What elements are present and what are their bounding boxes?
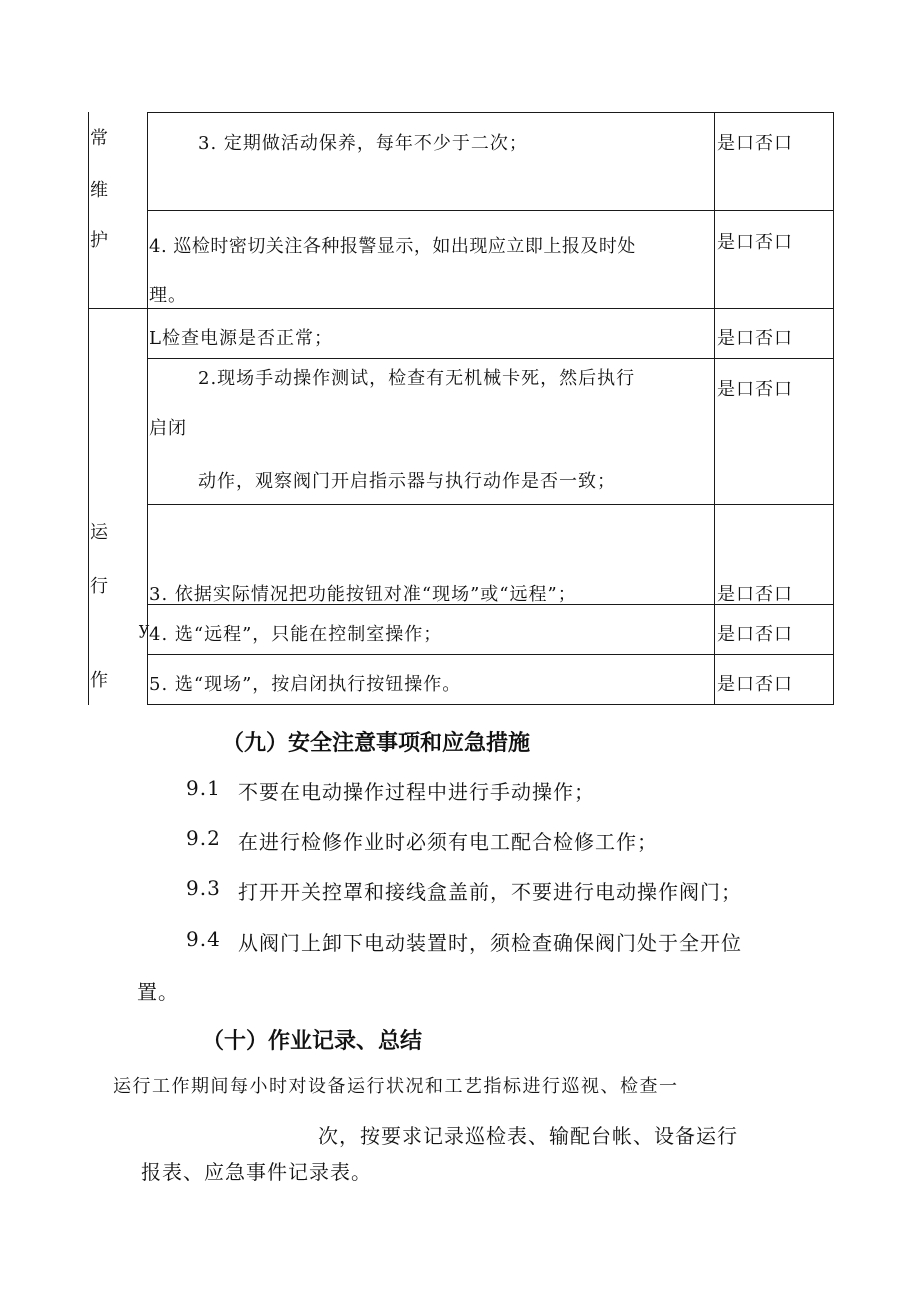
checkbox-status: 是口否口 bbox=[717, 674, 793, 695]
table-cell-text: 启闭 bbox=[149, 418, 187, 439]
table-left-rule bbox=[88, 112, 89, 705]
item-text: 在进行检修作业时必须有电工配合检修工作； bbox=[238, 830, 658, 854]
table-top-rule bbox=[147, 112, 834, 113]
table-rule-after-row3 bbox=[147, 358, 834, 359]
checkbox-status: 是口否口 bbox=[717, 584, 793, 605]
section-label-char: 常 bbox=[90, 128, 109, 149]
paragraph-line: 报表、应急事件记录表。 bbox=[141, 1160, 372, 1184]
table-bottom-rule bbox=[147, 704, 834, 705]
table-cell-text: 2.现场手动操作测试，检查有无机械卡死，然后执行 bbox=[198, 368, 636, 389]
paragraph-line: 运行工作期间每小时对设备运行状况和工艺指标进行巡视、检查一 bbox=[113, 1076, 679, 1097]
checkbox-status: 是口否口 bbox=[717, 133, 793, 154]
stray-mark: y bbox=[139, 618, 151, 639]
section-label-char: 作 bbox=[90, 670, 109, 691]
section-heading: （九）安全注意事项和应急措施 bbox=[222, 731, 531, 756]
item-number: 9.4 bbox=[186, 927, 221, 951]
table-cell-text: 4. 选“远程”，只能在控制室操作； bbox=[149, 624, 443, 645]
table-cell-text: 理。 bbox=[149, 285, 187, 306]
section-label-char: 维 bbox=[90, 180, 109, 201]
table-rule-after-row6 bbox=[147, 654, 834, 655]
checkbox-status: 是口否口 bbox=[717, 379, 793, 400]
table-status-left-rule bbox=[714, 112, 715, 705]
section-label-char: 护 bbox=[90, 230, 109, 251]
table-cell-text: 3. 定期做活动保养，每年不少于二次； bbox=[198, 133, 528, 154]
table-cell-text: 动作，观察阀门开启指示器与执行动作是否一致； bbox=[198, 471, 616, 492]
checkbox-status: 是口否口 bbox=[717, 232, 793, 253]
item-number: 9.3 bbox=[186, 876, 221, 900]
section-label-char: 行 bbox=[90, 576, 109, 597]
item-text: 打开开关控罩和接线盒盖前，不要进行电动操作阀门； bbox=[238, 880, 742, 904]
table-cell-text: L检查电源是否正常； bbox=[149, 328, 333, 349]
checkbox-status: 是口否口 bbox=[717, 328, 793, 349]
table-right-rule bbox=[833, 112, 834, 705]
table-cell-text: 5. 选“现场”，按启闭执行按钮操作。 bbox=[149, 674, 462, 695]
table-cell-text: 3. 依据实际情况把功能按钮对准“现场”或“远程”； bbox=[149, 584, 577, 605]
table-rule-after-row4 bbox=[147, 504, 834, 505]
table-cell-text: 4. 巡检时密切关注各种报警显示，如出现应立即上报及时处 bbox=[149, 236, 636, 257]
item-text: 从阀门上卸下电动装置时，须检查确保阀门处于全开位 bbox=[238, 931, 742, 955]
item-text: 不要在电动操作过程中进行手动操作； bbox=[238, 780, 595, 804]
item-number: 9.1 bbox=[186, 776, 221, 800]
item-text-continuation: 置。 bbox=[137, 980, 179, 1004]
paragraph-line: 次，按要求记录巡检表、输配台帐、设备运行 bbox=[318, 1124, 738, 1148]
item-number: 9.2 bbox=[186, 826, 221, 850]
table-content-left-rule bbox=[147, 112, 148, 705]
section-label-char: 运 bbox=[90, 522, 109, 543]
checkbox-status: 是口否口 bbox=[717, 624, 793, 645]
section-heading: （十）作业记录、总结 bbox=[202, 1029, 423, 1054]
table-rule-section-divider bbox=[88, 308, 834, 309]
table-rule-after-row1 bbox=[147, 210, 834, 211]
